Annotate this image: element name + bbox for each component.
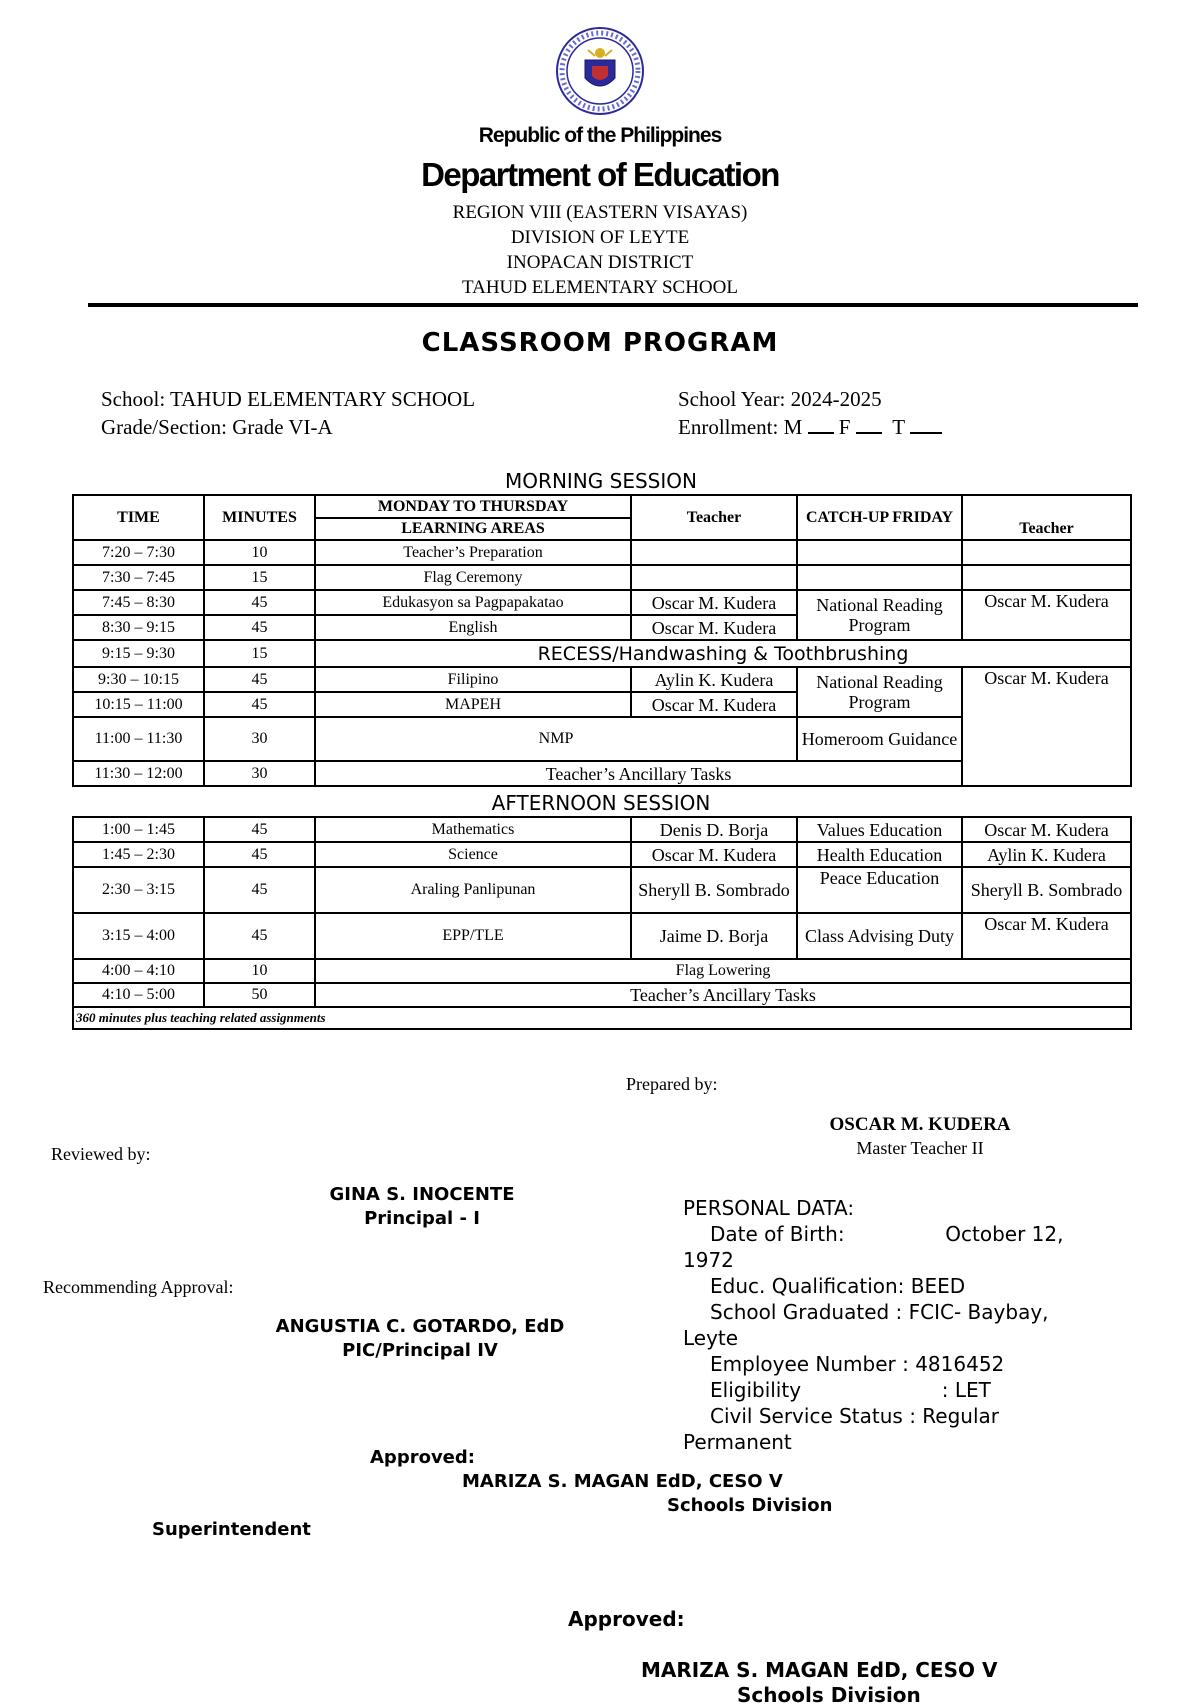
ancillary-cell: Teacher’s Ancillary Tasks: [315, 983, 1131, 1007]
reviewed-by-label: Reviewed by:: [51, 1144, 151, 1164]
catchup-cell: Homeroom Guidance: [797, 717, 962, 761]
catchup-cell: National Reading Program: [797, 667, 962, 717]
civil-service-status-cont: Permanent: [683, 1430, 792, 1454]
catchup-cell: Class Advising Duty: [797, 913, 962, 959]
minutes-cell: 45: [204, 913, 315, 959]
ancillary-cell: Teacher’s Ancillary Tasks: [315, 761, 962, 786]
teacher-cell: Oscar M. Kudera: [631, 692, 797, 717]
header-learning-areas: LEARNING AREAS: [315, 518, 631, 540]
afternoon-schedule-table: [72, 816, 1132, 1030]
time-cell: 7:45 – 8:30: [73, 590, 204, 615]
minutes-cell: 45: [204, 842, 315, 867]
approver-title-2: Schools Division: [737, 1683, 921, 1707]
learning-area-cell: NMP: [315, 717, 797, 761]
minutes-cell: 45: [204, 692, 315, 717]
minutes-cell: 45: [204, 667, 315, 692]
time-cell: 9:30 – 10:15: [73, 667, 204, 692]
teacher-friday-cell: Sheryll B. Sombrado: [962, 867, 1131, 913]
catchup-cell: Health Education: [797, 842, 962, 867]
teacher-friday-cell: Oscar M. Kudera: [962, 817, 1131, 842]
enrollment-t-label: T: [892, 415, 905, 439]
learning-area-cell: Flag Ceremony: [315, 565, 631, 590]
school-line: TAHUD ELEMENTARY SCHOOL: [462, 277, 738, 298]
approved-label-2: Approved:: [568, 1607, 685, 1631]
teacher-cell: Jaime D. Borja: [631, 913, 797, 959]
civil-service-status: Civil Service Status : Regular: [710, 1404, 999, 1428]
time-cell: 8:30 – 9:15: [73, 615, 204, 640]
enrollment-m-blank: [808, 418, 834, 434]
approver-title-1b: Superintendent: [152, 1519, 311, 1540]
dob-row: [683, 1221, 1103, 1247]
recommending-approval-label: Recommending Approval:: [43, 1277, 234, 1297]
approver-title-1a: Schools Division: [667, 1495, 833, 1516]
time-cell: 1:45 – 2:30: [73, 842, 204, 867]
teacher-cell: Oscar M. Kudera: [631, 590, 797, 615]
preparer-title: Master Teacher II: [856, 1138, 984, 1158]
minutes-cell: 30: [204, 717, 315, 761]
enrollment-m-label: Enrollment: M: [678, 415, 803, 439]
enrollment-f-blank: [856, 418, 882, 434]
catchup-cell: National Reading Program: [797, 590, 962, 640]
time-cell: 10:15 – 11:00: [73, 692, 204, 717]
minutes-cell: 15: [204, 640, 315, 667]
approved-label-1: Approved:: [370, 1447, 475, 1468]
minutes-cell: 30: [204, 761, 315, 786]
learning-area-cell: English: [315, 615, 631, 640]
deped-seal-icon: [555, 26, 645, 116]
flag-lowering-cell: Flag Lowering: [315, 959, 1131, 983]
catchup-cell: Values Education: [797, 817, 962, 842]
recommender-name: ANGUSTIA C. GOTARDO, EdD: [275, 1316, 565, 1337]
school-graduated-cont: Leyte: [683, 1326, 739, 1350]
enrollment-f-label: F: [838, 415, 851, 439]
time-cell: 2:30 – 3:15: [73, 867, 204, 913]
learning-area-cell: Teacher’s Preparation: [315, 540, 631, 565]
dob-label: Date of Birth:: [710, 1222, 845, 1246]
learning-area-cell: Mathematics: [315, 817, 631, 842]
header-teacher-friday: Teacher: [962, 495, 1131, 540]
learning-area-cell: EPP/TLE: [315, 913, 631, 959]
header-time: TIME: [73, 495, 204, 540]
page-title: CLASSROOM PROGRAM: [421, 328, 779, 358]
minutes-cell: 45: [204, 590, 315, 615]
teacher-friday-cell: Oscar M. Kudera: [962, 667, 1131, 786]
total-minutes-note: 360 minutes plus teaching related assignments: [73, 1007, 1131, 1029]
teacher-cell: Denis D. Borja: [631, 817, 797, 842]
teacher-friday-cell: Oscar M. Kudera: [962, 590, 1131, 640]
time-cell: 1:00 – 1:45: [73, 817, 204, 842]
time-cell: 4:00 – 4:10: [73, 959, 204, 983]
header-days: MONDAY TO THURSDAY: [315, 495, 631, 518]
school-graduated: School Graduated : FCIC- Baybay,: [710, 1300, 1049, 1324]
minutes-cell: 45: [204, 615, 315, 640]
minutes-cell: 45: [204, 867, 315, 913]
reviewer-title: Principal - I: [364, 1208, 480, 1229]
approver-name-2: MARIZA S. MAGAN EdD, CESO V: [641, 1658, 998, 1682]
recess-cell: RECESS/Handwashing & Toothbrushing: [315, 640, 1131, 667]
minutes-cell: 50: [204, 983, 315, 1007]
personal-data-block: [683, 1195, 1103, 1455]
minutes-cell: 15: [204, 565, 315, 590]
approver-name-1: MARIZA S. MAGAN EdD, CESO V: [462, 1471, 783, 1492]
teacher-friday-cell: Aylin K. Kudera: [962, 842, 1131, 867]
minutes-cell: 10: [204, 959, 315, 983]
time-cell: 11:30 – 12:00: [73, 761, 204, 786]
info-grade-section: Grade/Section: Grade VI-A: [101, 415, 333, 439]
teacher-friday-cell: Oscar M. Kudera: [962, 913, 1131, 959]
department-heading: Department of Education: [421, 156, 779, 193]
eligibility-row: [683, 1377, 1103, 1403]
division-line: DIVISION OF LEYTE: [510, 227, 690, 248]
district-line: INOPACAN DISTRICT: [506, 252, 694, 273]
header-teacher: Teacher: [631, 495, 797, 540]
employee-number: Employee Number : 4816452: [710, 1352, 1005, 1376]
time-cell: 7:20 – 7:30: [73, 540, 204, 565]
educ-qualification: Educ. Qualification: BEED: [710, 1274, 966, 1298]
time-cell: 3:15 – 4:00: [73, 913, 204, 959]
enrollment-t-blank: [910, 418, 942, 434]
prepared-by-label: Prepared by:: [626, 1074, 718, 1094]
learning-area-cell: Araling Panlipunan: [315, 867, 631, 913]
info-school-year: School Year: 2024-2025: [678, 387, 882, 411]
time-cell: 4:10 – 5:00: [73, 983, 204, 1007]
header-catchup-friday: CATCH-UP FRIDAY: [797, 495, 962, 540]
dob-year: 1972: [683, 1248, 734, 1272]
learning-area-cell: Science: [315, 842, 631, 867]
minutes-cell: 45: [204, 817, 315, 842]
eligibility-label: Eligibility: [710, 1378, 802, 1402]
personal-data-heading: PERSONAL DATA:: [683, 1196, 855, 1220]
time-cell: 11:00 – 11:30: [73, 717, 204, 761]
teacher-cell: Oscar M. Kudera: [631, 615, 797, 640]
time-cell: 7:30 – 7:45: [73, 565, 204, 590]
header-divider: [88, 303, 1138, 307]
dob-value: October 12,: [945, 1222, 1064, 1246]
recommender-title: PIC/Principal IV: [342, 1340, 498, 1361]
teacher-cell: Sheryll B. Sombrado: [631, 867, 797, 913]
learning-area-cell: Filipino: [315, 667, 631, 692]
time-cell: 9:15 – 9:30: [73, 640, 204, 667]
morning-session-title: MORNING SESSION: [505, 469, 697, 493]
teacher-cell: Oscar M. Kudera: [631, 842, 797, 867]
eligibility-value: : LET: [941, 1378, 991, 1402]
header-minutes: MINUTES: [204, 495, 315, 540]
morning-schedule-table: [72, 494, 1132, 787]
info-enrollment: [678, 415, 942, 440]
reviewer-name: GINA S. INOCENTE: [329, 1184, 515, 1205]
catchup-cell: Peace Education: [797, 867, 962, 913]
learning-area-cell: MAPEH: [315, 692, 631, 717]
teacher-cell: Aylin K. Kudera: [631, 667, 797, 692]
info-school: School: TAHUD ELEMENTARY SCHOOL: [101, 387, 476, 411]
region-line: REGION VIII (EASTERN VISAYAS): [452, 202, 748, 223]
preparer-name: OSCAR M. KUDERA: [829, 1114, 1011, 1135]
republic-heading: Republic of the Philippines: [478, 124, 722, 147]
afternoon-session-title: AFTERNOON SESSION: [491, 791, 711, 815]
learning-area-cell: Edukasyon sa Pagpapakatao: [315, 590, 631, 615]
minutes-cell: 10: [204, 540, 315, 565]
